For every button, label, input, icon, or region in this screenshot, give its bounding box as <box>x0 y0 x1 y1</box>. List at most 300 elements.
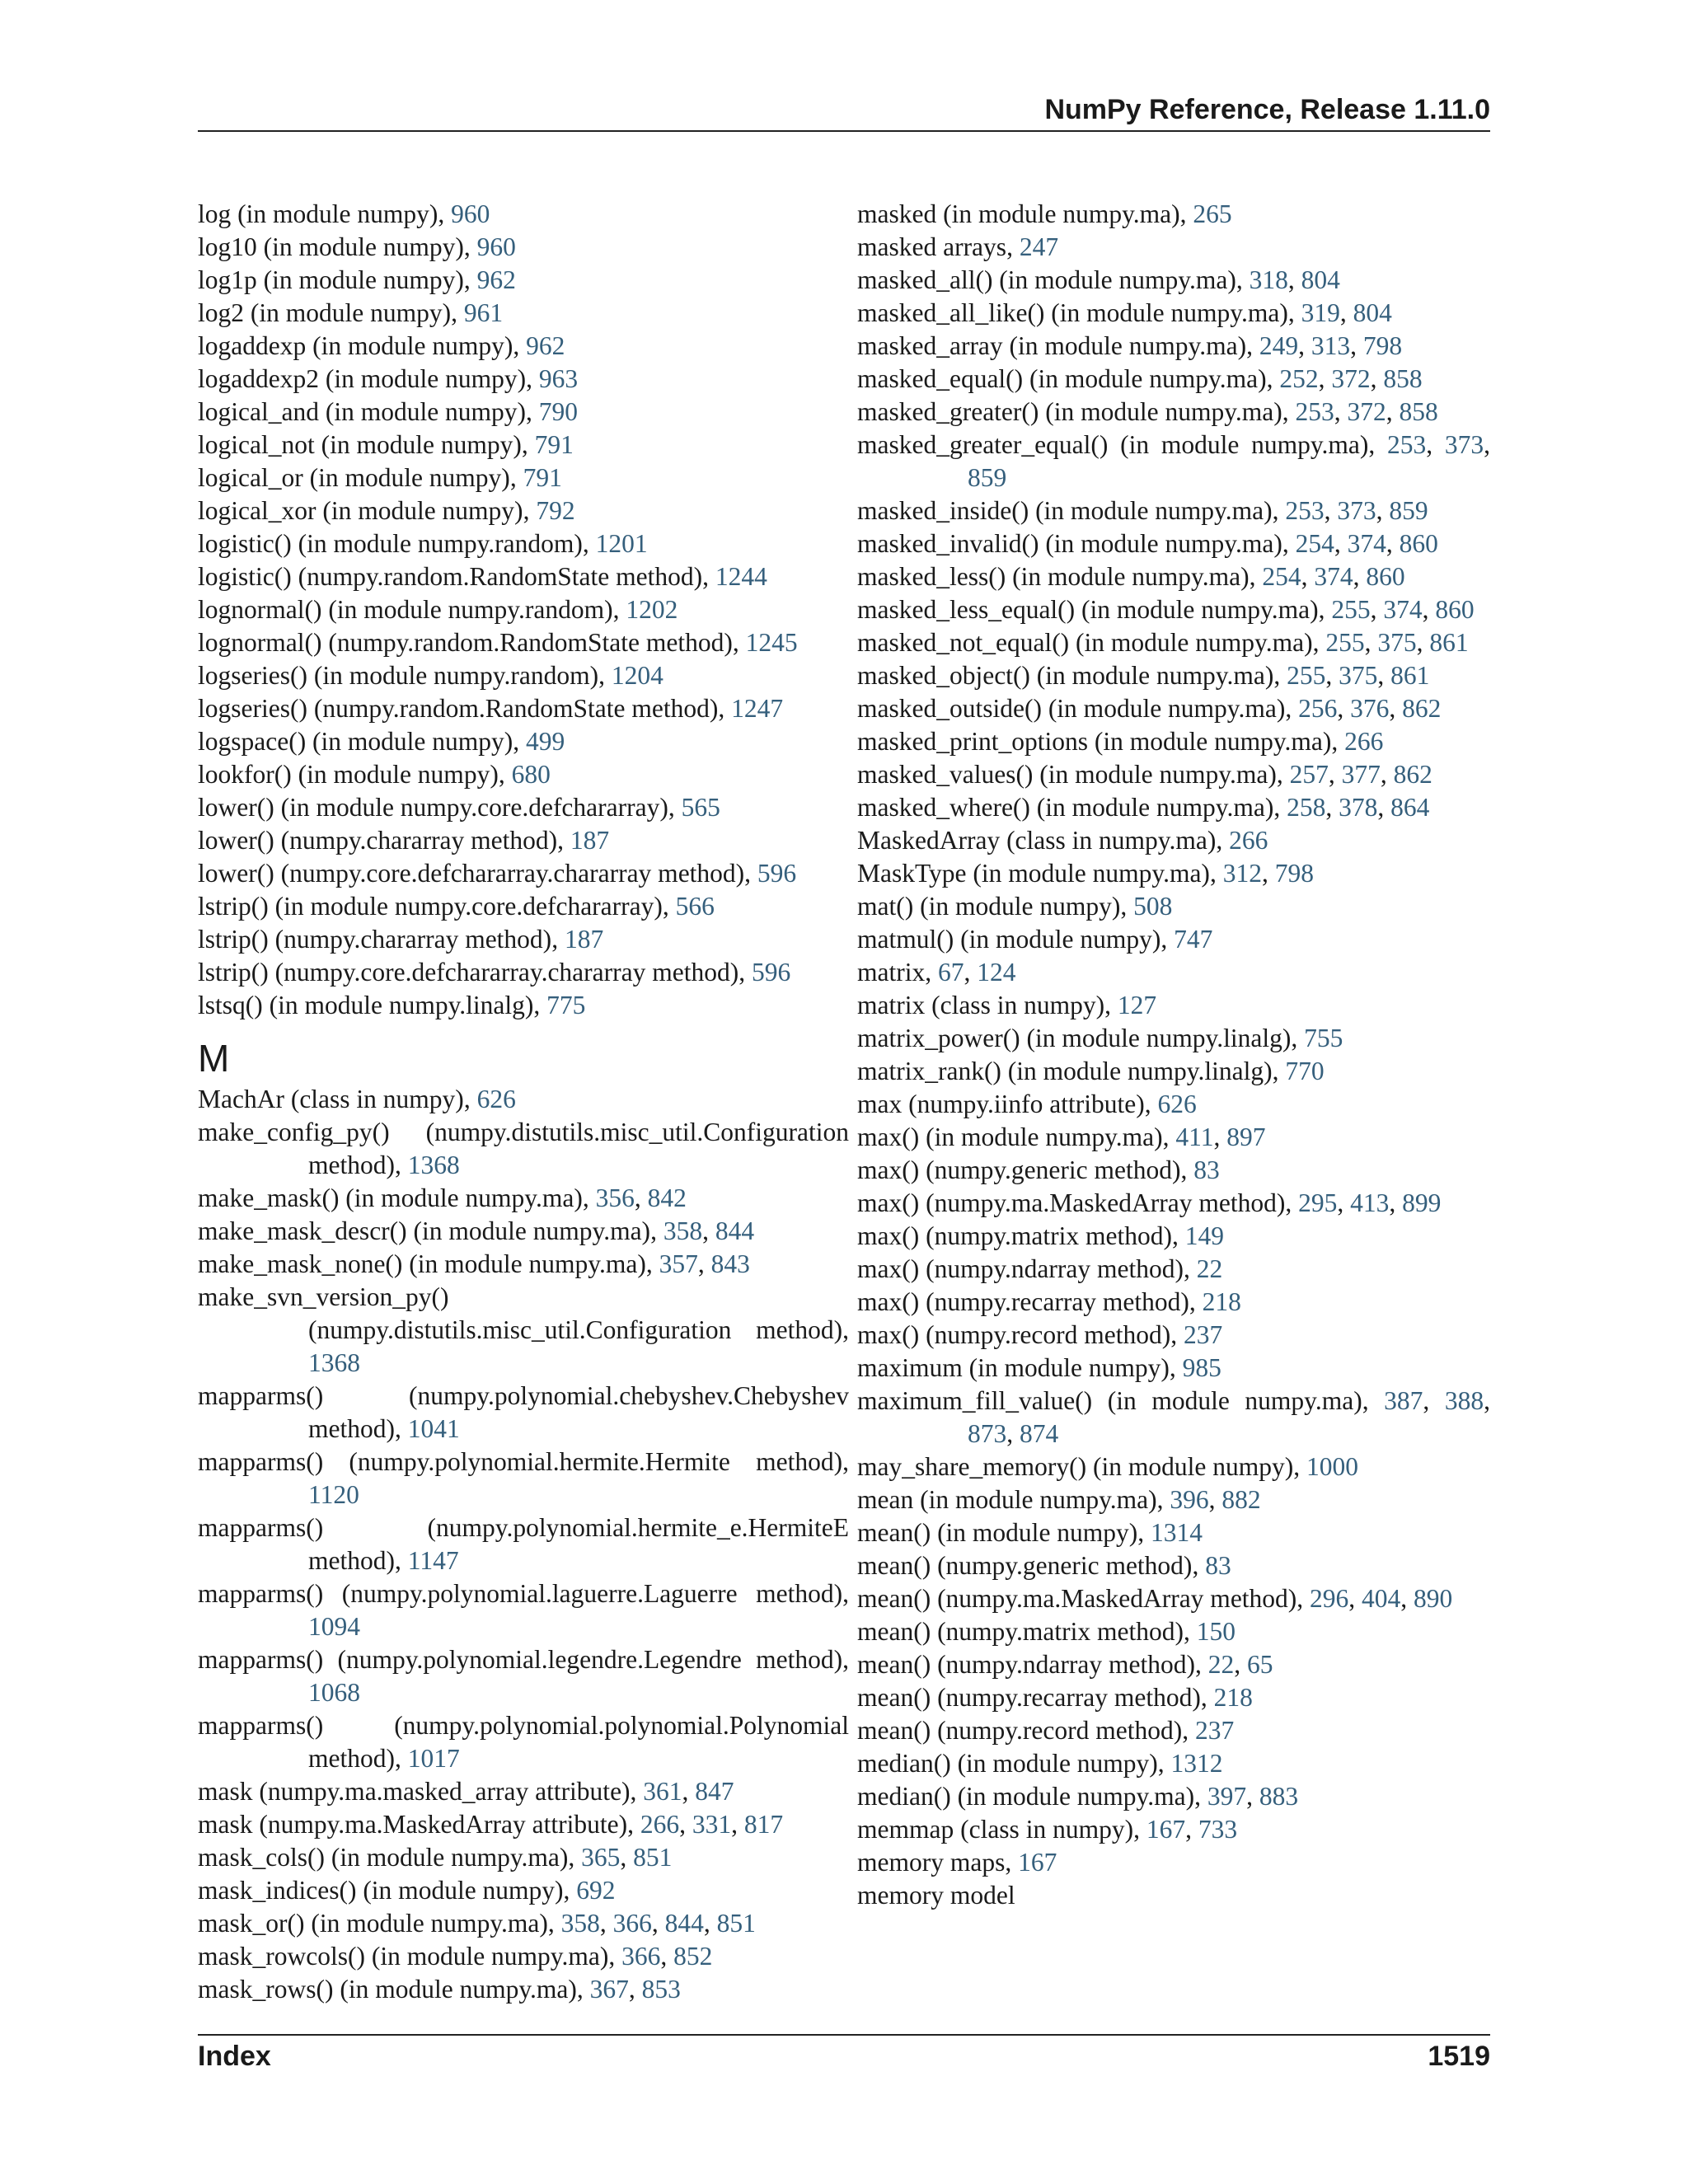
index-entry <box>198 989 849 1022</box>
page-refs <box>523 463 562 492</box>
page-link[interactable]: 404 <box>1362 1584 1401 1613</box>
page-link[interactable]: 1068 <box>308 1678 360 1707</box>
index-term: median() (in module numpy.ma) <box>857 1782 1195 1811</box>
page-link[interactable]: 356 <box>595 1183 635 1212</box>
page-refs: 255, 375, 861 <box>1287 661 1430 690</box>
index-term: max() (numpy.record method) <box>857 1320 1171 1349</box>
index-term: masked_greater_equal() (in module numpy.ma) <box>857 430 1369 459</box>
page-refs: 22, 65 <box>1207 1650 1273 1679</box>
page-link[interactable]: 372 <box>1331 364 1371 393</box>
index-term: mask_rows() (in module numpy.ma) <box>198 1975 577 2004</box>
page-link[interactable]: 874 <box>1020 1419 1059 1448</box>
page-link[interactable]: 373 <box>1444 430 1484 459</box>
page-link[interactable]: 256 <box>1298 694 1338 723</box>
page-link[interactable]: 187 <box>564 925 604 954</box>
page-link[interactable]: 358 <box>663 1216 703 1245</box>
page-link[interactable]: 860 <box>1399 529 1438 558</box>
page-link[interactable]: 1120 <box>308 1480 359 1509</box>
page-link[interactable]: 862 <box>1393 760 1432 789</box>
page-link[interactable]: 844 <box>664 1909 704 1938</box>
page-link[interactable]: 861 <box>1390 661 1430 690</box>
page-link[interactable]: 853 <box>641 1975 681 2004</box>
page-refs: 396, 882 <box>1170 1485 1261 1514</box>
page-refs <box>612 661 663 690</box>
page-refs <box>1133 892 1172 921</box>
index-term: max() (numpy.ma.MaskedArray method) <box>857 1188 1286 1217</box>
header-rule <box>198 130 1490 132</box>
index-entry <box>198 1841 849 1874</box>
index-entry <box>198 1281 849 1380</box>
page-link[interactable]: 83 <box>1205 1551 1231 1580</box>
page-refs <box>308 1678 360 1707</box>
page-link[interactable]: 67 <box>937 958 964 987</box>
page-link[interactable]: 842 <box>647 1183 687 1212</box>
page-link[interactable]: 843 <box>710 1249 750 1278</box>
separator: , <box>1137 1518 1151 1547</box>
page-link[interactable]: 791 <box>534 430 574 459</box>
page-link[interactable]: 237 <box>1194 1716 1235 1745</box>
page-link[interactable]: 804 <box>1301 265 1340 294</box>
page-link[interactable]: 1244 <box>715 562 767 591</box>
index-entry <box>198 560 849 593</box>
page-link[interactable]: 258 <box>1287 793 1326 822</box>
page-link[interactable]: 804 <box>1353 298 1392 327</box>
index-term: matrix_power() (in module numpy.linalg) <box>857 1024 1292 1052</box>
separator: , <box>702 562 715 591</box>
page-link[interactable]: 960 <box>451 199 490 228</box>
page-link[interactable]: 331 <box>692 1810 732 1839</box>
page-refs <box>565 925 603 954</box>
page-refs <box>451 199 490 228</box>
page-link[interactable]: 366 <box>612 1909 652 1938</box>
page-link[interactable]: 312 <box>1222 859 1262 888</box>
footer-rule <box>198 2034 1490 2036</box>
index-entry <box>198 1907 849 1940</box>
page-link[interactable]: 367 <box>589 1975 629 2004</box>
index-entry <box>198 1215 849 1248</box>
separator: , <box>509 463 523 492</box>
index-entry <box>857 1747 1490 1780</box>
page-link[interactable]: 852 <box>673 1942 713 1971</box>
page-link[interactable]: 960 <box>476 232 516 261</box>
page-link[interactable]: 387 <box>1384 1386 1423 1415</box>
index-term: may_share_memory() (in module numpy) <box>857 1452 1294 1481</box>
index-entry <box>198 527 849 560</box>
separator: , <box>1249 562 1263 591</box>
index-term: masked_inside() (in module numpy.ma) <box>857 496 1273 525</box>
page-link[interactable]: 1368 <box>308 1348 360 1377</box>
page-refs <box>308 1348 360 1377</box>
page-link[interactable]: 817 <box>743 1810 784 1839</box>
page-link[interactable]: 790 <box>538 397 579 426</box>
page-link[interactable]: 755 <box>1304 1024 1343 1052</box>
separator: , <box>1276 760 1290 789</box>
page-link[interactable]: 858 <box>1399 397 1438 426</box>
separator: , <box>547 1909 561 1938</box>
page-link[interactable]: 1094 <box>308 1612 360 1641</box>
page-link[interactable]: 319 <box>1301 298 1340 327</box>
page-refs: 255, 375, 861 <box>1325 628 1469 657</box>
page-link[interactable]: 566 <box>675 892 715 921</box>
page-link[interactable]: 253 <box>1387 430 1427 459</box>
page-link[interactable]: 1201 <box>595 529 648 558</box>
page-link[interactable]: 798 <box>1362 331 1403 360</box>
page-link[interactable]: 1147 <box>407 1546 459 1575</box>
page-link[interactable]: 1247 <box>731 694 784 723</box>
page-link[interactable]: 65 <box>1246 1650 1273 1679</box>
page-link[interactable]: 985 <box>1182 1353 1221 1382</box>
separator: , <box>1194 1782 1207 1811</box>
index-term: mean() (numpy.recarray method) <box>857 1683 1201 1712</box>
index-entry <box>857 857 1490 890</box>
separator: , <box>463 265 477 294</box>
index-term: memory maps <box>857 1848 1006 1877</box>
page-link[interactable]: 318 <box>1249 265 1288 294</box>
separator: , <box>1362 1386 1385 1415</box>
page-link[interactable]: 1312 <box>1170 1749 1223 1778</box>
page-link[interactable]: 266 <box>640 1810 680 1839</box>
page-refs <box>682 793 720 822</box>
index-entry <box>857 758 1490 791</box>
page-link[interactable]: 375 <box>1377 628 1417 657</box>
running-header-title: NumPy Reference, Release 1.11.0 <box>1044 94 1490 125</box>
separator: , <box>1236 265 1250 294</box>
index-term: logspace() (in module numpy) <box>198 727 513 756</box>
page-link[interactable]: 376 <box>1350 694 1390 723</box>
page-link[interactable]: 792 <box>536 496 575 525</box>
page-link[interactable]: 791 <box>523 463 562 492</box>
index-entry <box>198 1775 849 1808</box>
index-term: lstsq() (in module numpy.linalg) <box>198 991 534 1019</box>
page-link[interactable]: 1017 <box>407 1744 460 1773</box>
index-term: masked arrays <box>857 232 1007 261</box>
page-refs: 253, 372, 858 <box>1295 397 1438 426</box>
page-link[interactable]: 296 <box>1310 1584 1349 1613</box>
separator: , <box>1266 364 1280 393</box>
page-link[interactable]: 963 <box>538 364 579 393</box>
page-link[interactable]: 167 <box>1018 1848 1057 1877</box>
page-link[interactable]: 378 <box>1339 793 1378 822</box>
separator: , <box>1287 298 1301 327</box>
separator: , <box>612 595 626 624</box>
index-entry <box>198 593 849 626</box>
page-link[interactable]: 851 <box>633 1843 673 1872</box>
page-link[interactable]: 1245 <box>745 628 798 657</box>
page-link[interactable]: 864 <box>1390 793 1430 822</box>
page-link[interactable]: 237 <box>1183 1320 1223 1349</box>
page-link[interactable]: 883 <box>1259 1782 1299 1811</box>
page-link[interactable]: 859 <box>968 463 1007 492</box>
page-refs: 411, 897 <box>1175 1122 1266 1151</box>
index-entry <box>857 1681 1490 1714</box>
index-entry <box>857 264 1490 297</box>
page-link[interactable]: 1368 <box>407 1151 460 1179</box>
index-term: masked_array (in module numpy.ma) <box>857 331 1247 360</box>
separator: , <box>1331 727 1345 756</box>
separator: , <box>1183 1254 1197 1283</box>
page-link[interactable]: 361 <box>643 1777 682 1806</box>
page-refs: 266, 331, 817 <box>640 1810 784 1839</box>
page-refs <box>1018 1848 1057 1877</box>
page-link[interactable]: 357 <box>659 1249 698 1278</box>
page-link[interactable]: 218 <box>1202 1287 1241 1316</box>
separator: , <box>582 529 596 558</box>
page-link[interactable]: 508 <box>1133 892 1173 921</box>
page-link[interactable]: 365 <box>581 1843 621 1872</box>
separator: , <box>1282 397 1296 426</box>
index-entry <box>857 1780 1490 1813</box>
page-link[interactable]: 254 <box>1262 562 1301 591</box>
index-entry <box>857 429 1490 494</box>
page-link[interactable]: 252 <box>1279 364 1319 393</box>
index-term: mean() (numpy.ma.MaskedArray method) <box>857 1584 1297 1613</box>
index-term: lower() (in module numpy.core.defchararray) <box>198 793 668 822</box>
page-link[interactable]: 255 <box>1331 595 1371 624</box>
page-link[interactable]: 249 <box>1259 331 1299 360</box>
separator: , <box>1282 529 1296 558</box>
page-link[interactable]: 860 <box>1435 595 1475 624</box>
page-refs <box>1306 1452 1358 1481</box>
index-entry <box>857 198 1490 231</box>
separator: , <box>563 1876 577 1905</box>
index-term: mask (numpy.ma.masked_array attribute) <box>198 1777 631 1806</box>
separator: , <box>523 496 537 525</box>
page-link[interactable]: 626 <box>1157 1090 1197 1118</box>
page-link[interactable]: 266 <box>1344 727 1384 756</box>
page-link[interactable]: 847 <box>695 1777 734 1806</box>
page-refs <box>1203 1287 1241 1316</box>
page-link[interactable]: 1204 <box>611 661 663 690</box>
page-link[interactable]: 167 <box>1146 1815 1186 1844</box>
index-entry <box>857 1055 1490 1088</box>
page-link[interactable]: 374 <box>1347 529 1386 558</box>
page-link[interactable]: 150 <box>1196 1617 1236 1646</box>
index-entry <box>857 1319 1490 1352</box>
page-link[interactable]: 899 <box>1402 1188 1442 1217</box>
page-refs <box>464 298 503 327</box>
index-entry <box>198 1248 849 1281</box>
page-link[interactable]: 22 <box>1196 1254 1223 1283</box>
page-link[interactable]: 859 <box>1389 496 1428 525</box>
page-link[interactable]: 775 <box>546 991 586 1019</box>
separator: , <box>668 793 682 822</box>
page-refs <box>570 826 609 855</box>
page-link[interactable]: 770 <box>1285 1057 1325 1085</box>
page-refs <box>512 760 551 789</box>
page-link[interactable]: 861 <box>1429 628 1469 657</box>
index-term: mask_rowcols() (in module numpy.ma) <box>198 1942 609 1971</box>
page-link[interactable]: 596 <box>751 958 791 987</box>
separator: , <box>842 1315 849 1344</box>
index-entry <box>857 1582 1490 1615</box>
page-link[interactable]: 860 <box>1366 562 1405 591</box>
page-link[interactable]: 1202 <box>626 595 678 624</box>
page-link[interactable]: 253 <box>1295 397 1334 426</box>
page-link[interactable]: 680 <box>511 760 551 789</box>
page-link[interactable]: 397 <box>1207 1782 1247 1811</box>
separator: , <box>451 298 464 327</box>
separator: , <box>1209 859 1223 888</box>
index-term: masked_greater() (in module numpy.ma) <box>857 397 1282 426</box>
page-refs: 319, 804 <box>1301 298 1392 327</box>
page-refs <box>408 1414 460 1443</box>
page-refs <box>731 694 783 723</box>
index-entry <box>198 923 849 956</box>
separator: , <box>513 727 527 756</box>
index-term: log1p (in module numpy) <box>198 265 464 294</box>
page-link[interactable]: 377 <box>1341 760 1381 789</box>
page-refs <box>1304 1024 1343 1052</box>
index-entry <box>857 1879 1490 1912</box>
index-entry <box>198 758 849 791</box>
page-refs: 254, 374, 860 <box>1295 529 1438 558</box>
page-link[interactable]: 844 <box>715 1216 755 1245</box>
page-link[interactable]: 373 <box>1337 496 1376 525</box>
index-entry <box>198 231 849 264</box>
page-link[interactable]: 961 <box>463 298 504 327</box>
page-link[interactable]: 862 <box>1402 694 1442 723</box>
page-link[interactable]: 247 <box>1019 232 1059 261</box>
index-entry <box>857 725 1490 758</box>
page-link[interactable]: 22 <box>1207 1650 1235 1679</box>
page-link[interactable]: 255 <box>1325 628 1365 657</box>
page-link[interactable]: 1041 <box>407 1414 460 1443</box>
page-link[interactable]: 798 <box>1274 859 1314 888</box>
page-link[interactable]: 374 <box>1314 562 1353 591</box>
page-link[interactable]: 1314 <box>1151 1518 1203 1547</box>
page-link[interactable]: 565 <box>681 793 720 822</box>
page-link[interactable]: 375 <box>1339 661 1378 690</box>
page-link[interactable]: 257 <box>1289 760 1329 789</box>
separator: , <box>394 1744 408 1773</box>
page-link[interactable]: 596 <box>757 859 797 888</box>
page-refs: 387, 388, 873, 874 <box>968 1386 1491 1448</box>
index-entry <box>857 1615 1490 1648</box>
page-refs: 318, 804 <box>1249 265 1340 294</box>
page-refs <box>477 1085 516 1113</box>
page-link[interactable]: 882 <box>1221 1485 1261 1514</box>
page-link[interactable]: 187 <box>570 826 610 855</box>
index-term: median() (in module numpy) <box>857 1749 1158 1778</box>
page-refs <box>1193 199 1231 228</box>
index-term: masked_not_equal() (in module numpy.ma) <box>857 628 1313 657</box>
index-entry <box>198 1116 849 1182</box>
page-link[interactable]: 626 <box>476 1085 516 1113</box>
index-entry <box>857 1813 1490 1846</box>
index-term: max() (in module numpy.ma) <box>857 1122 1163 1151</box>
page-link[interactable]: 313 <box>1311 331 1351 360</box>
page-refs <box>1195 1716 1234 1745</box>
page-refs: 365, 851 <box>581 1843 673 1872</box>
page-link[interactable]: 858 <box>1383 364 1423 393</box>
page-link[interactable]: 255 <box>1287 661 1326 690</box>
page-link[interactable]: 127 <box>1117 991 1157 1019</box>
index-entry <box>857 494 1490 527</box>
index-term: masked_values() (in module numpy.ma) <box>857 760 1277 789</box>
page-link[interactable]: 218 <box>1213 1683 1253 1712</box>
page-refs <box>1158 1090 1197 1118</box>
page-link[interactable]: 374 <box>1383 595 1423 624</box>
page-refs <box>1229 826 1268 855</box>
page-link[interactable]: 372 <box>1347 397 1386 426</box>
separator: , <box>551 925 565 954</box>
index-term: make_svn_version_py() (numpy.distutils.misc_util.Configuration method) <box>198 1282 843 1344</box>
page-link[interactable]: 124 <box>977 958 1016 987</box>
page-link[interactable]: 733 <box>1198 1815 1238 1844</box>
index-term: max() (numpy.recarray method) <box>857 1287 1189 1316</box>
footer-section-label: Index <box>198 2041 271 2072</box>
page-refs <box>626 595 678 624</box>
index-entry <box>857 1714 1490 1747</box>
page-refs <box>1193 1155 1220 1184</box>
separator: , <box>394 1151 408 1179</box>
page-link[interactable]: 873 <box>968 1419 1007 1448</box>
page-link[interactable]: 411 <box>1175 1122 1214 1151</box>
index-term: mean() (numpy.record method) <box>857 1716 1183 1745</box>
index-entry <box>857 989 1490 1022</box>
page-link[interactable]: 962 <box>526 331 565 360</box>
index-term: make_mask() (in module numpy.ma) <box>198 1183 583 1212</box>
index-term: MaskType (in module numpy.ma) <box>857 859 1210 888</box>
separator: , <box>1312 628 1326 657</box>
page-refs: 397, 883 <box>1207 1782 1299 1811</box>
index-entry <box>857 1088 1490 1121</box>
page-link[interactable]: 366 <box>621 1942 661 1971</box>
page-link[interactable]: 253 <box>1285 496 1325 525</box>
page-link[interactable]: 295 <box>1298 1188 1338 1217</box>
page-link[interactable]: 897 <box>1226 1122 1266 1151</box>
index-entry <box>198 1511 849 1577</box>
page-refs <box>1183 1353 1221 1382</box>
page-link[interactable]: 747 <box>1174 925 1213 954</box>
page-link[interactable]: 499 <box>526 727 565 756</box>
page-link[interactable]: 396 <box>1170 1485 1209 1514</box>
index-term: logistic() (numpy.random.RandomState method) <box>198 562 703 591</box>
page-link[interactable]: 962 <box>476 265 516 294</box>
separator: , <box>1160 925 1175 954</box>
index-entry <box>857 1516 1490 1549</box>
index-term: lookfor() (in module numpy) <box>198 760 499 789</box>
page-link[interactable]: 692 <box>576 1876 616 1905</box>
page-refs <box>539 397 578 426</box>
page-link[interactable]: 358 <box>560 1909 600 1938</box>
footer-page-number: 1519 <box>1428 2041 1490 2072</box>
page-refs: 295, 413, 899 <box>1298 1188 1442 1217</box>
page-refs: 67, 124 <box>937 958 1016 987</box>
page-link[interactable]: 388 <box>1444 1386 1484 1415</box>
page-link[interactable]: 83 <box>1193 1155 1220 1184</box>
page-link[interactable]: 413 <box>1350 1188 1390 1217</box>
index-term: max() (numpy.generic method) <box>857 1155 1181 1184</box>
page-link[interactable]: 265 <box>1193 199 1232 228</box>
index-entry <box>198 1973 849 2006</box>
page-link[interactable]: 149 <box>1184 1221 1224 1250</box>
page-link[interactable]: 266 <box>1229 826 1268 855</box>
index-entry <box>198 659 849 692</box>
index-entry <box>198 1643 849 1709</box>
separator: , <box>576 1975 590 2004</box>
page-link[interactable]: 851 <box>716 1909 756 1938</box>
index-entry <box>198 1446 849 1511</box>
index-entry <box>857 1220 1490 1253</box>
separator: , <box>1200 1683 1214 1712</box>
page-link[interactable]: 1000 <box>1306 1452 1358 1481</box>
page-link[interactable]: 890 <box>1414 1584 1453 1613</box>
index-term: memmap (class in numpy) <box>857 1815 1134 1844</box>
index-entry <box>857 593 1490 626</box>
page-link[interactable]: 254 <box>1295 529 1334 558</box>
separator: , <box>1183 1617 1197 1646</box>
